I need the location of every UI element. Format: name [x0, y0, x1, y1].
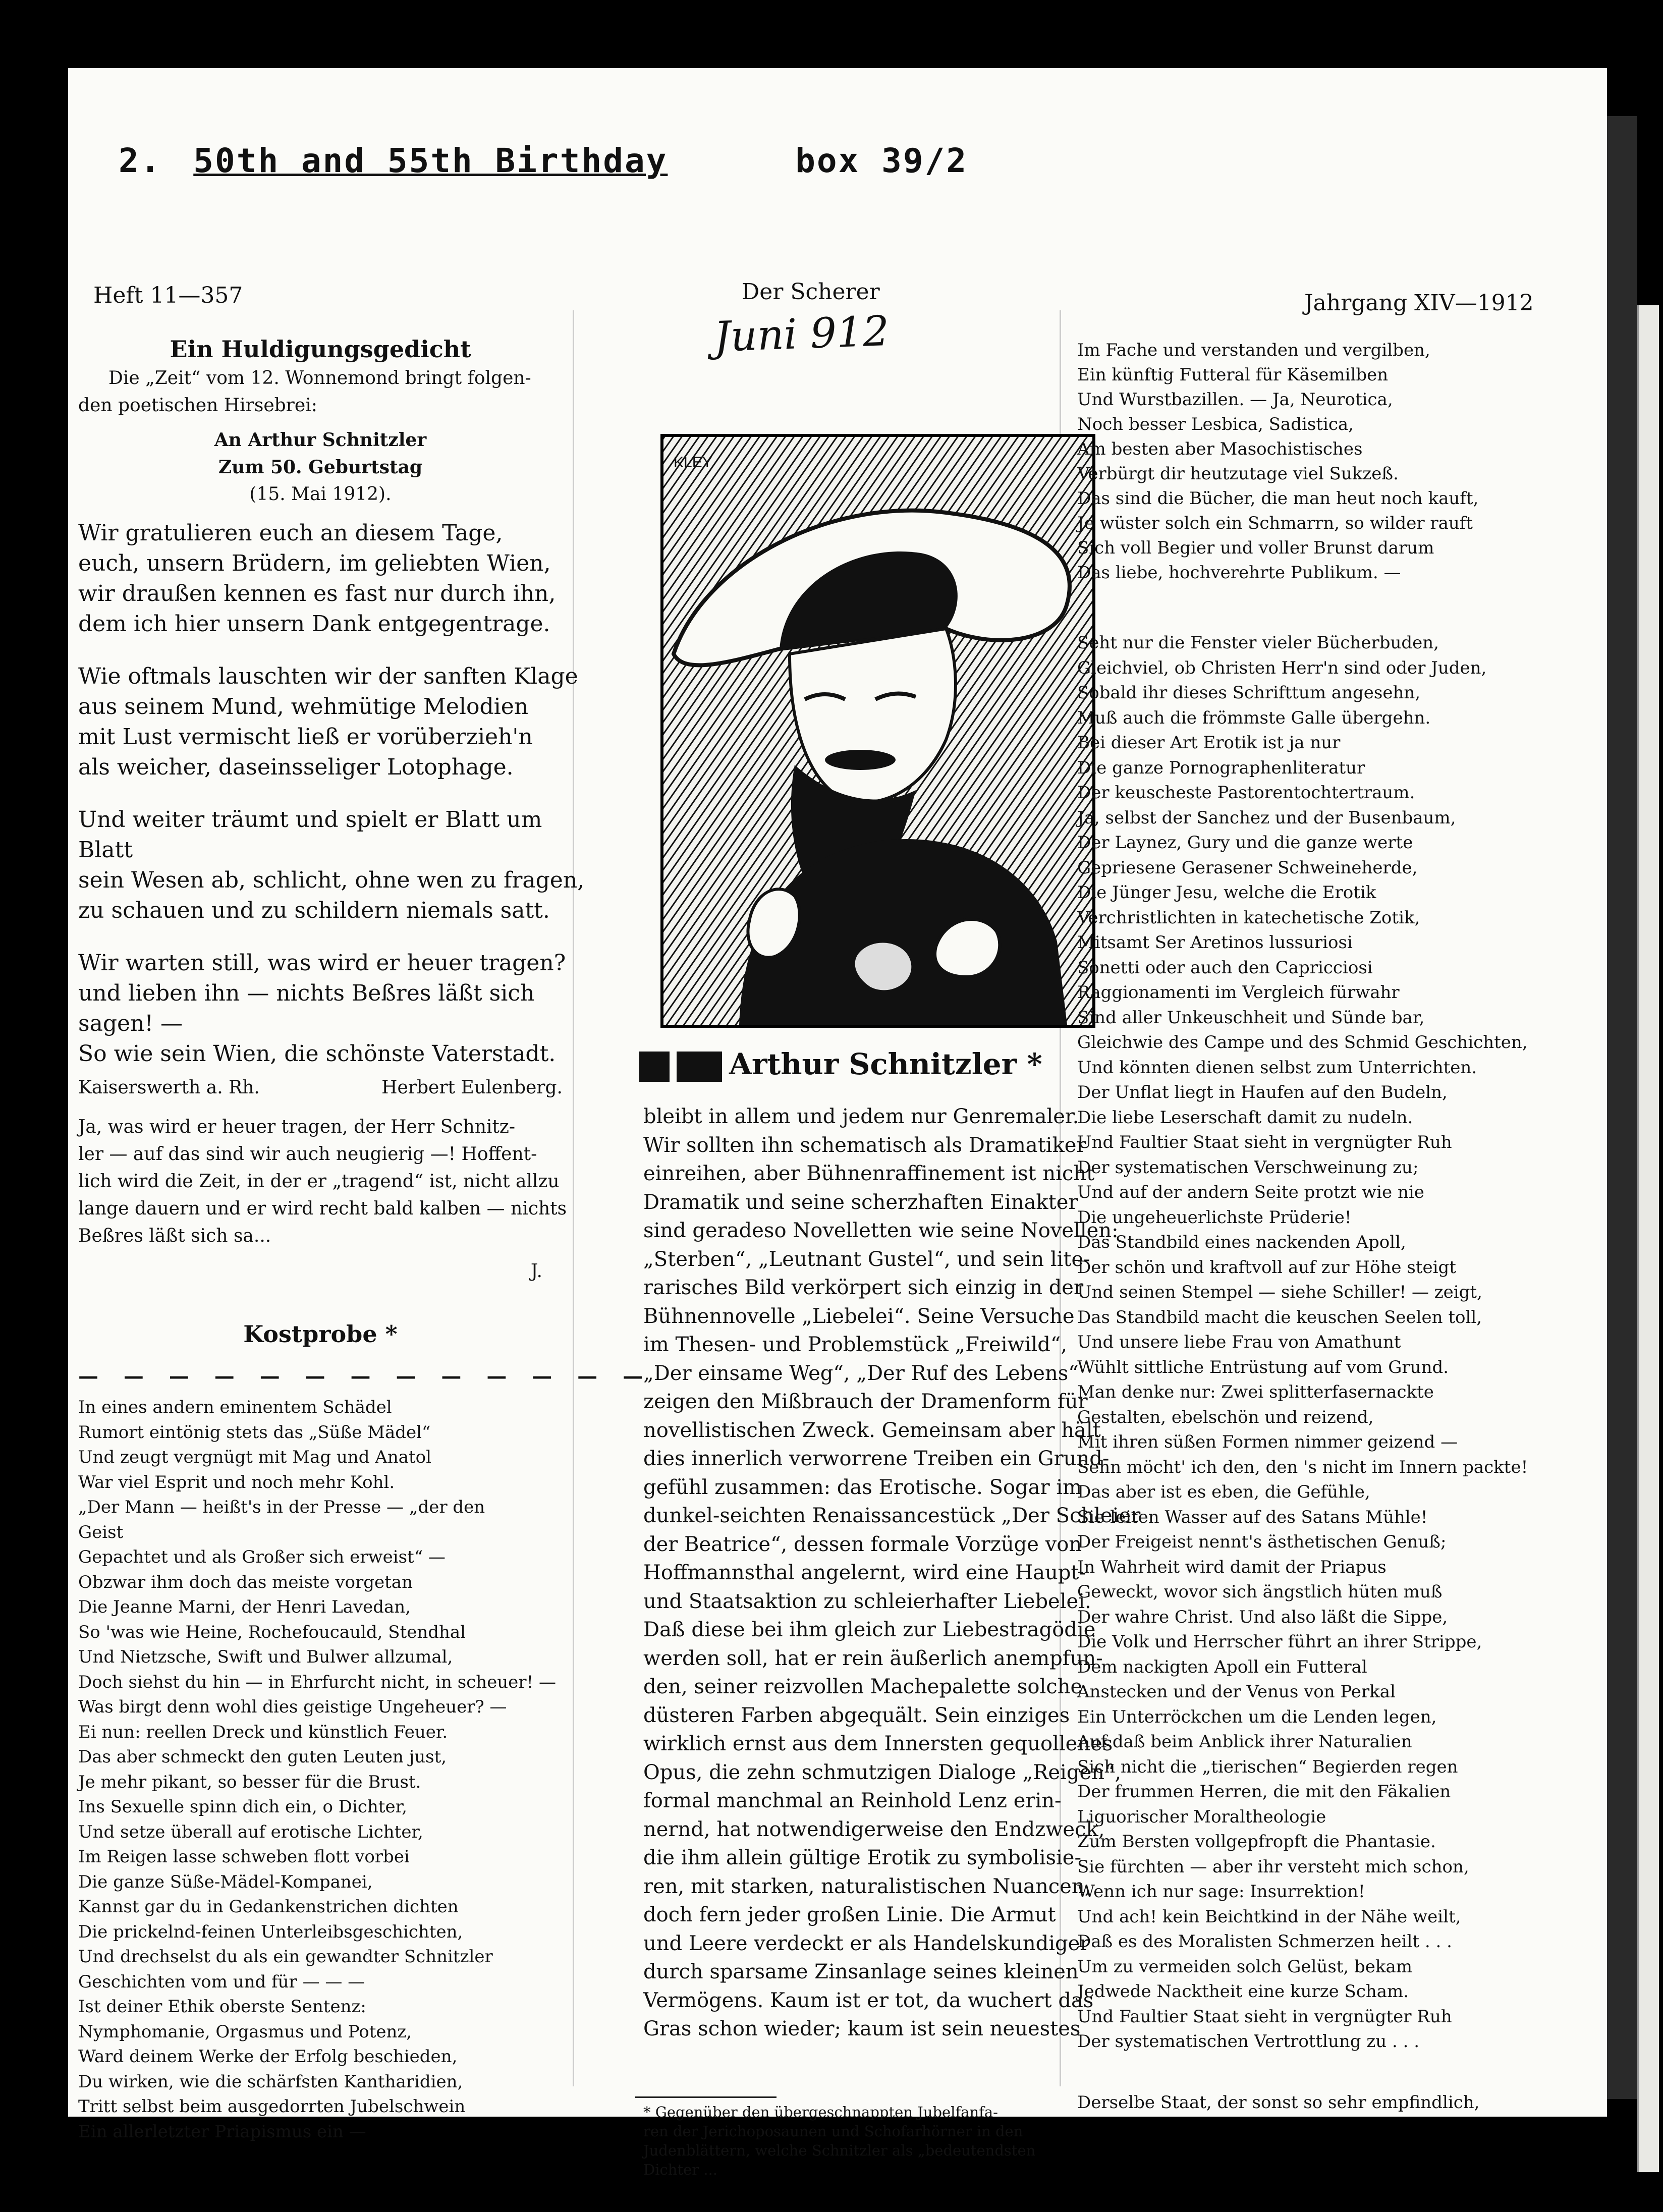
article-line: den, seiner reizvollen Machepalette solche: [643, 1675, 1083, 1698]
article-line: und Staatsaktion zu schleierhafter Liebelei.: [643, 1589, 1091, 1613]
left-column: [78, 336, 652, 2144]
verse-2: [1077, 631, 1632, 2055]
section-line: Ist deiner Ethik oberste Sentenz:: [78, 1997, 366, 2017]
footnote-line: * Gegenüber den übergeschnappten Jubelfanfa-: [643, 2104, 998, 2121]
verse-line: Das aber ist es eben, die Gefühle,: [1077, 1482, 1370, 1502]
header-mark: 2.: [119, 141, 162, 180]
section-line: Ins Sexuelle spinn dich ein, o Dichter,: [78, 1797, 407, 1817]
verse-line: Je wüster solch ein Schmarrn, so wilder rauft: [1077, 513, 1473, 533]
poem: [78, 518, 585, 1069]
article-line: dunkel-seichten Renaissancestück „Der Schleier: [643, 1504, 1141, 1527]
article-line: Bühnennovelle „Liebelei“. Seine Versuche: [643, 1304, 1075, 1328]
schnitzler-portrait: [660, 434, 1095, 1028]
article-line: düsteren Farben abgequält. Sein einziges: [643, 1703, 1070, 1727]
signature-author: Herbert Eulenberg.: [381, 1077, 563, 1098]
archive-header: [119, 141, 968, 180]
dedication-line-1: An Arthur Schnitzler: [214, 429, 427, 451]
section-line: Das aber schmeckt den guten Leuten just,: [78, 1747, 447, 1767]
verse-line: Gestalten, ebelschön und reizend,: [1077, 1407, 1374, 1427]
poem-line: mit Lust vermischt ließ er vorüberzieh'n: [78, 724, 533, 750]
poem-line: Wir gratulieren euch an diesem Tage,: [78, 520, 503, 546]
signature-place: Kaiserswerth a. Rh.: [78, 1077, 260, 1098]
article-line: „Sterben“, „Leutnant Gustel“, und sein lite-: [643, 1247, 1090, 1271]
section-line: Die ganze Süße-Mädel-Kompanei,: [78, 1871, 373, 1892]
section-line: Nymphomanie, Orgasmus und Potenz,: [78, 2021, 412, 2042]
section-line: Du wirken, wie die schärfsten Kantharidien,: [78, 2071, 463, 2092]
poem-line: Wir warten still, was wird er heuer tragen?: [78, 950, 566, 976]
section-title: Kostprobe *: [243, 1320, 398, 1348]
verse-line: Der systematischen Vertrottlung zu . . .: [1077, 2031, 1420, 2052]
verse-line: Das liebe, hochverehrte Publikum. —: [1077, 563, 1401, 583]
article-line: der Beatrice“, dessen formale Vorzüge von: [643, 1532, 1082, 1556]
verse-line: Ein Unterröckchen um die Lenden legen,: [1077, 1706, 1437, 1727]
verse-line: Die ungeheuerlichste Prüderie!: [1077, 1207, 1352, 1228]
verse-line: Um zu vermeiden solch Gelüst, bekam: [1077, 1956, 1413, 1977]
paper-shadow: [1607, 116, 1637, 2099]
article-line: die ihm allein gültige Erotik zu symbolisie-: [643, 1846, 1081, 1869]
footnote: [643, 2103, 1118, 2179]
section-line: Geist: [78, 1522, 124, 1542]
illustrator-signature: KLEY: [674, 454, 712, 471]
footnote-line: Judenblättern, welche Schnitzler als „bedeutendsten: [643, 2142, 1036, 2159]
section-line: Ward deinem Werke der Erfolg beschieden,: [78, 2047, 458, 2067]
verse-line: Die ganze Pornographenliteratur: [1077, 757, 1365, 778]
poem-line: zu schauen und zu schildern niemals satt.: [78, 898, 550, 923]
dash-line: — — — — — — — — — — — — —: [78, 1364, 652, 1388]
article-line: Dramatik und seine scherzhaften Einakter: [643, 1190, 1078, 1214]
article-line: sind geradeso Novelletten wie seine Novellen:: [643, 1219, 1119, 1242]
poem-line: wir draußen kennen es fast nur durch ihn,: [78, 581, 556, 606]
section-line: Ei nun: reellen Dreck und künstlich Feuer.: [78, 1722, 448, 1742]
verse-line: Und Faultier Staat sieht in vergnügter Ruh: [1077, 1132, 1452, 1152]
section-line: Ein allerletzter Priapismus ein —: [78, 2121, 366, 2142]
verse-line: In Wahrheit wird damit der Priapus: [1077, 1557, 1387, 1577]
poem-title: Ein Huldigungsgedicht: [170, 336, 471, 363]
section-line: Geschichten vom und für — — —: [78, 1971, 365, 1992]
poem-line: Wie oftmals lauschten wir der sanften Klage: [78, 663, 578, 689]
signature: [78, 1074, 563, 1101]
article-line: wirklich ernst aus dem Innersten gequollenes: [643, 1732, 1113, 1755]
article-line: „Der einsame Weg“, „Der Ruf des Lebens“: [643, 1361, 1079, 1385]
poem-line: Und weiter träumt und spielt er Blatt um: [78, 807, 542, 833]
verse-line: Jedwede Nacktheit eine kurze Scham.: [1077, 1981, 1409, 2002]
handwritten-date: Juni 912: [713, 307, 890, 362]
section-line: Und drechselst du als ein gewandter Schnitzler: [78, 1947, 493, 1967]
article-line: Hoffmannsthal angelernt, wird eine Haupt-: [643, 1561, 1086, 1584]
column-divider-left: [573, 310, 574, 2086]
poem-line: So wie sein Wien, die schönste Vaterstadt.: [78, 1041, 556, 1067]
verse-1: [1077, 338, 1632, 585]
section-line: „Der Mann — heißt's in der Presse — „der den: [78, 1497, 485, 1517]
article-line: bleibt in allem und jedem nur Genremaler.: [643, 1105, 1079, 1128]
verse-line: Sie leiten Wasser auf des Satans Mühle!: [1077, 1507, 1428, 1527]
verse-line: Raggionamenti im Vergleich fürwahr: [1077, 982, 1400, 1003]
section-line: Und Nietzsche, Swift und Bulwer allzumal,: [78, 1647, 453, 1667]
article-line: doch fern jeder großen Linie. Die Armut: [643, 1903, 1056, 1926]
section-line: War viel Esprit und noch mehr Kohl.: [78, 1472, 395, 1492]
dedication-line-3: (15. Mai 1912).: [249, 484, 392, 505]
verse-line: Sehn möcht' ich den, den 's nicht im Innern packte!: [1077, 1457, 1528, 1477]
article-title-text: Arthur Schnitzler *: [729, 1047, 1042, 1081]
article-line: einreihen, aber Bühnenraffinement ist nicht: [643, 1162, 1095, 1185]
article-line: formal manchmal an Reinhold Lenz erin-: [643, 1789, 1062, 1812]
verse-line: Gleichviel, ob Christen Herr'n sind oder Juden,: [1077, 657, 1487, 678]
verse-line: Seht nur die Fenster vieler Bücherbuden,: [1077, 633, 1439, 653]
verse-line: Der keuscheste Pastorentochtertraum.: [1077, 783, 1415, 803]
article-line: dies innerlich verworrene Treiben ein Grund-: [643, 1447, 1110, 1470]
verse-line: Ein künftig Futteral für Käsemilben: [1077, 365, 1389, 385]
verse-line: Der wahre Christ. Und also läßt die Sippe,: [1077, 1607, 1448, 1627]
article-line: Vermögens. Kaum ist er tot, da wuchert das: [643, 1988, 1094, 2012]
verse-line: Zum Bersten vollgepfropft die Phantasie.: [1077, 1832, 1436, 1852]
article-title: [639, 1047, 1103, 1092]
verse-line: Noch besser Lesbica, Sadistica,: [1077, 414, 1354, 434]
verse-line: Wühlt sittliche Entrüstung auf vom Grund.: [1077, 1357, 1449, 1377]
verse-line: Der Unflat liegt in Haufen auf den Budeln,: [1077, 1082, 1448, 1102]
section-line: Obzwar ihm doch das meiste vorgetan: [78, 1572, 413, 1592]
article-text: [643, 1102, 1141, 2043]
poem-line: [78, 783, 563, 805]
verse-line: Verchristlichten in katechetische Zotik,: [1077, 907, 1420, 928]
verse-line: Mitsamt Ser Aretinos lussuriosi: [1077, 932, 1353, 953]
header-title: 50th and 55th Birthday: [193, 141, 668, 180]
footnote-line: ren der Jerichoposaunen und Schofarhörner in den: [643, 2123, 1023, 2140]
verse-line: Der frummen Herren, die mit den Fäkalien: [1077, 1782, 1451, 1802]
dedication-line-2: Zum 50. Geburtstag: [218, 457, 423, 478]
verse-line: Die Volk und Herrscher führt an ihrer Strippe,: [1077, 1632, 1482, 1652]
poem-line: als weicher, daseinsseliger Lotophage.: [78, 754, 514, 780]
section-line: Die prickelnd-feinen Unterleibsgeschichten,: [78, 1921, 463, 1942]
article-line: ren, mit starken, naturalistischen Nuancen,: [643, 1874, 1091, 1898]
issue-number: Heft 11—357: [93, 283, 243, 308]
intro-line-1: Die „Zeit“ vom 12. Wonnemond bringt folgen-: [108, 368, 531, 389]
article-line: Opus, die zehn schmutzigen Dialoge „Reigen“,: [643, 1760, 1122, 1784]
article-line: novellistischen Zweck. Gemeinsam aber hält: [643, 1418, 1101, 1442]
commentary: [78, 1114, 567, 1250]
verse-line: Daß es des Moralisten Schmerzen heilt . . .: [1077, 1931, 1452, 1952]
footnote-rule: [635, 2096, 777, 2098]
verse-line: Sind aller Unkeuschheit und Sünde bar,: [1077, 1007, 1425, 1028]
verse-line: Der schön und kraftvoll auf zur Höhe steigt: [1077, 1257, 1456, 1278]
newspaper-page: [68, 68, 1607, 2178]
article-line: werden soll, hat er rein äußerlich anempfun-: [643, 1646, 1103, 1670]
article-line: rarisches Bild verkörpert sich einzig in der: [643, 1276, 1084, 1299]
verse-line: Und ach! kein Beichtkind in der Nähe weilt,: [1077, 1906, 1461, 1927]
article-line: im Thesen- und Problemstück „Freiwild“,: [643, 1333, 1068, 1356]
verse-line: Sonetti oder auch den Capricciosi: [1077, 957, 1373, 978]
commentary-line: ler — auf das sind wir auch neugierig —! Hoffent-: [78, 1144, 537, 1165]
verse-line: Der systematischen Verschweinung zu;: [1077, 1157, 1419, 1178]
verse-line: Sie fürchten — aber ihr versteht mich schon,: [1077, 1856, 1469, 1877]
intro-line-2: den poetischen Hirsebrei:: [78, 395, 317, 416]
verse-3: [1077, 2090, 1632, 2115]
publication-name: Der Scherer: [742, 279, 880, 305]
verse-line: Und seinen Stempel — siehe Schiller! — zeigt,: [1077, 1282, 1482, 1302]
section-line: In eines andern eminentem Schädel: [78, 1397, 392, 1417]
commentary-line: Ja, was wird er heuer tragen, der Herr Schnitz-: [78, 1117, 516, 1137]
commentary-line: Beßres läßt sich sa...: [78, 1226, 271, 1246]
verse-line: Dem nackigten Apoll ein Futteral: [1077, 1656, 1367, 1677]
verse-line: Und auf der andern Seite protzt wie nie: [1077, 1182, 1424, 1202]
poem-line: Blatt: [78, 837, 133, 863]
article-line: gefühl zusammen: das Erotische. Sogar im: [643, 1475, 1082, 1499]
article-line: durch sparsame Zinsanlage seines kleinen: [643, 1960, 1079, 1983]
verse-line: Und Faultier Staat sieht in vergnügter Ruh: [1077, 2006, 1452, 2027]
article-line: nernd, hat notwendigerweise den Endzweck,: [643, 1817, 1105, 1841]
article-line: Daß diese bei ihm gleich zur Liebestragödie: [643, 1618, 1096, 1641]
verse-line: Das Standbild macht die keuschen Seelen toll,: [1077, 1307, 1482, 1328]
verse-line: Der Laynez, Gury und die ganze werte: [1077, 833, 1413, 853]
footnote-line: Dichter ...: [643, 2161, 717, 2178]
verse-line: Verbürgt dir heutzutage viel Sukzeß.: [1077, 464, 1399, 484]
commentary-line: lich wird die Zeit, in der er „tragend“ ist, nicht allzu: [78, 1171, 560, 1192]
section-line: Und setze überall auf erotische Lichter,: [78, 1821, 423, 1842]
section-line: Je mehr pikant, so besser für die Brust.: [78, 1772, 421, 1792]
portrait-illustration: [663, 437, 1092, 1025]
verse-line: Die liebe Leserschaft damit zu nudeln.: [1077, 1107, 1413, 1128]
paper-edge-strip: [1637, 305, 1659, 2172]
section-line: So 'was wie Heine, Rochefoucauld, Stendhal: [78, 1622, 466, 1642]
header-box-label: box 39/2: [795, 141, 968, 180]
section-line: Im Reigen lasse schweben flott vorbei: [78, 1847, 410, 1867]
verse-line: Ja, selbst der Sanchez und der Busenbaum,: [1077, 807, 1456, 828]
verse-line: Und unsere liebe Frau von Amathunt: [1077, 1332, 1401, 1352]
section-line: Kannst gar du in Gedankenstrichen dichten: [78, 1897, 459, 1917]
poem-line: und lieben ihn — nichts Beßres läßt sich: [78, 980, 535, 1006]
verse-line: Der Freigeist nennt's ästhetischen Genuß;: [1077, 1532, 1447, 1552]
volume-year: Jahrgang XIV—1912: [1304, 290, 1534, 316]
article-line: Wir sollten ihn schematisch als Dramatiker: [643, 1133, 1086, 1157]
section-line: Gepachtet und als Großer sich erweist“ —: [78, 1547, 446, 1567]
poem-line: sagen! —: [78, 1011, 183, 1036]
poem-line: [78, 639, 563, 661]
verse-line: Auf daß beim Anblick ihrer Naturalien: [1077, 1732, 1412, 1752]
poem-line: dem ich hier unsern Dank entgegentrage.: [78, 611, 550, 637]
poem-line: euch, unsern Brüdern, im geliebten Wien,: [78, 550, 551, 576]
title-block-icon-2: [677, 1052, 722, 1082]
verse-line: Und könnten dienen selbst zum Unterrichten.: [1077, 1057, 1477, 1078]
section-line: Doch siehst du hin — in Ehrfurcht nicht, in scheuer! —: [78, 1672, 557, 1692]
commentary-line: lange dauern und er wird recht bald kalben — nichts: [78, 1198, 567, 1219]
verse-line: Das Standbild eines nackenden Apoll,: [1077, 1232, 1406, 1252]
verse-line: Am besten aber Masochistisches: [1077, 439, 1363, 459]
article-line: und Leere verdeckt er als Handelskundiger: [643, 1931, 1090, 1955]
poem-line: [78, 926, 563, 948]
verse-line: Gepriesene Gerasener Schweineherde,: [1077, 857, 1418, 878]
verse-line: Derselbe Staat, der sonst so sehr empfindlich,: [1077, 2092, 1480, 2113]
verse-line: Geweckt, wovor sich ängstlich hüten muß: [1077, 1582, 1443, 1602]
section-line: Die Jeanne Marni, der Henri Lavedan,: [78, 1597, 411, 1617]
section-line: Und zeugt vergnügt mit Mag und Anatol: [78, 1447, 432, 1467]
poem-line: aus seinem Mund, wehmütige Melodien: [78, 694, 529, 720]
verse-line: Man denke nur: Zwei splitterfasernackte: [1077, 1382, 1434, 1402]
verse-line: Mit ihren süßen Formen nimmer geizend —: [1077, 1432, 1458, 1452]
verse-line: Liguorischer Moraltheologie: [1077, 1806, 1326, 1827]
section-line: Tritt selbst beim ausgedorrten Jubelschwein: [78, 2096, 466, 2117]
verse-line: Bei dieser Art Erotik ist ja nur: [1077, 733, 1341, 753]
verse-line: Das sind die Bücher, die man heut noch kauft,: [1077, 488, 1479, 509]
poem-line: sein Wesen ab, schlicht, ohne wen zu fragen,: [78, 867, 585, 893]
verse-line: Im Fache und verstanden und vergilben,: [1077, 340, 1430, 360]
verse-line: Sobald ihr dieses Schrifttum angesehn,: [1077, 683, 1421, 703]
verse-line: Sich voll Begier und voller Brunst darum: [1077, 538, 1434, 558]
article-line: Gras schon wieder; kaum ist sein neuestes: [643, 2017, 1081, 2040]
title-block-icon: [639, 1052, 670, 1082]
section-line: Was birgt denn wohl dies geistige Ungeheuer? —: [78, 1697, 507, 1717]
verse-line: Die Jünger Jesu, welche die Erotik: [1077, 882, 1376, 903]
verse-line: Anstecken und der Venus von Perkal: [1077, 1682, 1396, 1702]
verse-line: Und Wurstbazillen. — Ja, Neurotica,: [1077, 390, 1393, 410]
verse-line: Wenn ich nur sage: Insurrektion!: [1077, 1882, 1365, 1902]
verse-line: Muß auch die frömmste Galle übergehn.: [1077, 707, 1431, 728]
verse-line: Sich nicht die „tierischen“ Begierden regen: [1077, 1756, 1458, 1777]
article-line: zeigen den Mißbrauch der Dramenform für: [643, 1390, 1088, 1413]
verse-line: Gleichwie des Campe und des Schmid Geschichten,: [1077, 1032, 1528, 1053]
section-line: Rumort eintönig stets das „Süße Mädel“: [78, 1422, 431, 1443]
commentary-sign: J.: [530, 1261, 542, 1282]
section-text: [78, 1395, 563, 2144]
